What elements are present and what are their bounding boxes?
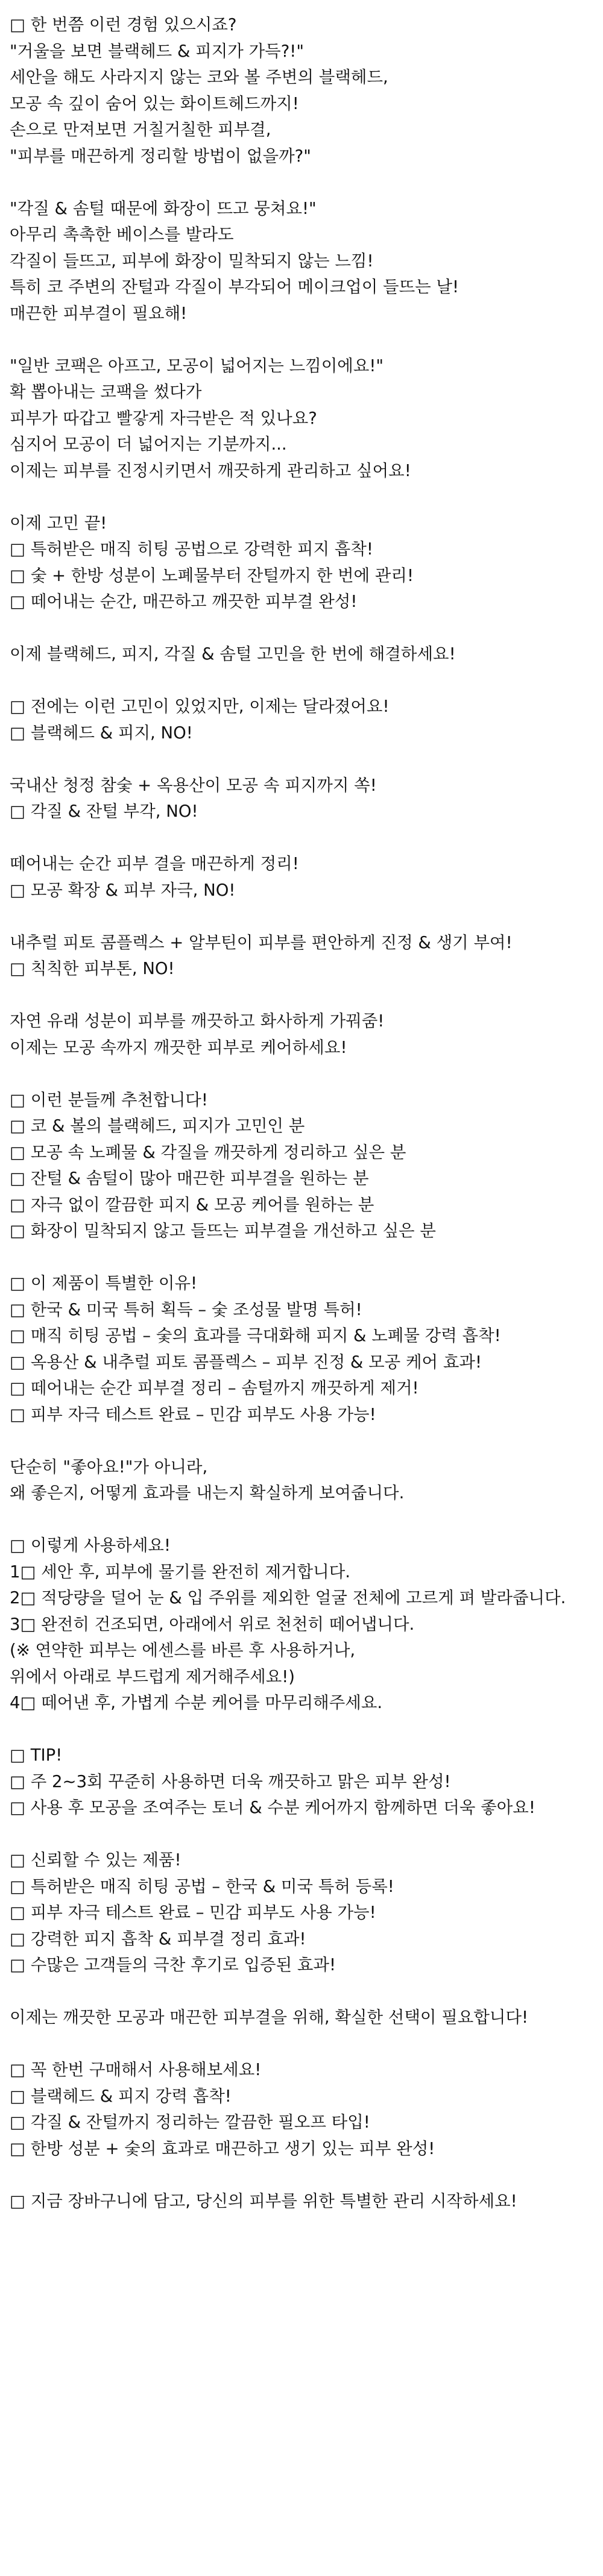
text-line: □ 강력한 피지 흡착 & 피부결 정리 효과!: [10, 1929, 306, 1949]
text-line: □ 수많은 고객들의 극찬 후기로 입증된 효과!: [10, 1955, 336, 1974]
paragraph-gap: [10, 903, 593, 930]
paragraph-gap: [10, 484, 593, 510]
text-line: 특히 코 주변의 잔털과 각질이 부각되어 메이크업이 들뜨는 날!: [10, 277, 459, 297]
text-line: □ 각질 & 잔털까지 정리하는 깔끔한 필오프 타입!: [10, 2113, 370, 2132]
text-line: 자연 유래 성분이 피부를 깨끗하고 화사하게 가꿔줌!: [10, 1011, 385, 1031]
text-line: □ 칙칙한 피부톤, NO!: [10, 959, 175, 978]
text-line: □ 한방 성분 + 숯의 효과로 매끈하고 생기 있는 피부 완성!: [10, 2138, 435, 2158]
text-line: 확 뽑아내는 코팩을 썼다가: [10, 382, 202, 401]
text-line: □ 신뢰할 수 있는 제품!: [10, 1850, 182, 1870]
text-line: □ 전에는 이런 고민이 있었지만, 이제는 달라졌어요!: [10, 697, 390, 716]
text-line: □ 사용 후 모공을 조여주는 토너 & 수분 케어까지 함께하면 더욱 좋아요!: [10, 1798, 535, 1817]
text-line: □ 한국 & 미국 특허 획득 – 숯 조성물 발명 특허!: [10, 1299, 362, 1319]
text-line: 국내산 청정 참숯 + 옥용산이 모공 속 피지까지 쏙!: [10, 775, 377, 795]
text-line: □ 특허받은 매직 히팅 공법으로 강력한 피지 흡착!: [10, 539, 373, 559]
text-line: 손으로 만져보면 거칠거칠한 피부결,: [10, 120, 271, 139]
text-line: 위에서 아래로 부드럽게 제거해주세요!): [10, 1667, 295, 1686]
text-line: □ 각질 & 잔털 부각, NO!: [10, 802, 198, 821]
text-line: □ 코 & 볼의 블랙헤드, 피지가 고민인 분: [10, 1116, 305, 1136]
text-line: 4□ 떼어낸 후, 가볍게 수분 케어를 마무리해주세요.: [10, 1693, 383, 1712]
text-line: (※ 연약한 피부는 에센스를 바른 후 사용하거나,: [10, 1641, 356, 1660]
paragraph-gap: [10, 1717, 593, 1743]
text-line: □ 이렇게 사용하세요!: [10, 1536, 171, 1555]
text-line: 3□ 완전히 건조되면, 아래에서 위로 천천히 떼어냅니다.: [10, 1614, 415, 1634]
text-line: □ 피부 자극 테스트 완료 – 민감 피부도 사용 가능!: [10, 1903, 376, 1922]
text-line: 아무리 촉촉한 베이스를 발라도: [10, 225, 234, 244]
text-line: 심지어 모공이 더 넓어지는 기분까지...: [10, 435, 287, 454]
text-line: 피부가 따갑고 빨갛게 자극받은 적 있나요?: [10, 408, 317, 428]
product-description: [10, 12, 593, 2214]
text-line: 각질이 들뜨고, 피부에 화장이 밀착되지 않는 느낌!: [10, 251, 374, 271]
paragraph-gap: [10, 1507, 593, 1533]
paragraph-gap: [10, 615, 593, 642]
text-line: 세안을 해도 사라지지 않는 코와 볼 주변의 블랙헤드,: [10, 68, 388, 87]
text-line: □ 매직 히팅 공법 – 숯의 효과를 극대화해 피지 & 노폐물 강력 흡착!: [10, 1326, 501, 1345]
text-line: 1□ 세안 후, 피부에 물기를 완전히 제거합니다.: [10, 1562, 351, 1582]
text-line: □ 블랙헤드 & 피지 강력 흡착!: [10, 2086, 232, 2106]
text-line: 왜 좋은지, 어떻게 효과를 내는지 확실하게 보여줍니다.: [10, 1483, 405, 1503]
text-line: 매끈한 피부결이 필요해!: [10, 303, 188, 323]
paragraph-gap: [10, 668, 593, 694]
paragraph-gap: [10, 169, 593, 196]
text-line: □ 화장이 밀착되지 않고 들뜨는 피부결을 개선하고 싶은 분: [10, 1221, 436, 1240]
text-line: □ 한 번쯤 이런 경험 있으시죠?: [10, 15, 237, 34]
paragraph-gap: [10, 1245, 593, 1271]
text-line: □ 이런 분들께 추천합니다!: [10, 1090, 208, 1110]
paragraph-gap: [10, 1428, 593, 1454]
text-line: □ 특허받은 매직 히팅 공법 – 한국 & 미국 특허 등록!: [10, 1876, 394, 1896]
text-line: □ 피부 자극 테스트 완료 – 민감 피부도 사용 가능!: [10, 1404, 376, 1424]
text-line: "거울을 보면 블랙헤드 & 피지가 가득?!": [10, 41, 304, 61]
text-line: 2□ 적당량을 덜어 눈 & 입 주위를 제외한 얼굴 전체에 고르게 펴 발라줍니다.: [10, 1588, 566, 1607]
paragraph-gap: [10, 1061, 593, 1087]
text-line: □ 자극 없이 깔끔한 피지 & 모공 케어를 원하는 분: [10, 1195, 374, 1214]
text-line: 내추럴 피토 콤플렉스 + 알부틴이 피부를 편안하게 진정 & 생기 부여!: [10, 932, 513, 952]
text-line: 떼어내는 순간 피부 결을 매끈하게 정리!: [10, 854, 299, 873]
text-line: □ 떼어내는 순간 피부결 정리 – 솜털까지 깨끗하게 제거!: [10, 1378, 419, 1398]
text-line: "일반 코팩은 아프고, 모공이 넓어지는 느낌이에요!": [10, 356, 384, 375]
paragraph-gap: [10, 982, 593, 1009]
text-line: □ 지금 장바구니에 담고, 당신의 피부를 위한 특별한 관리 시작하세요!: [10, 2191, 517, 2211]
text-line: □ 잔털 & 솜털이 많아 매끈한 피부결을 원하는 분: [10, 1169, 369, 1188]
paragraph-gap: [10, 1979, 593, 2005]
text-line: 이제 블랙헤드, 피지, 각질 & 솜털 고민을 한 번에 해결하세요!: [10, 644, 456, 664]
text-line: □ 블랙헤드 & 피지, NO!: [10, 723, 193, 743]
text-line: 이제는 피부를 진정시키면서 깨끗하게 관리하고 싶어요!: [10, 460, 411, 480]
text-line: 단순히 "좋아요!"가 아니라,: [10, 1457, 208, 1477]
text-line: □ 숯 + 한방 성분이 노폐물부터 잔털까지 한 번에 관리!: [10, 565, 414, 585]
paragraph-gap: [10, 746, 593, 773]
paragraph-gap: [10, 1821, 593, 1848]
text-line: □ 모공 속 노폐물 & 각질을 깨끗하게 정리하고 싶은 분: [10, 1142, 406, 1162]
text-line: 이제는 모공 속까지 깨끗한 피부로 케어하세요!: [10, 1037, 347, 1057]
text-line: "각질 & 솜털 때문에 화장이 뜨고 뭉쳐요!": [10, 198, 317, 218]
text-line: □ TIP!: [10, 1745, 63, 1765]
text-line: 모공 속 깊이 숨어 있는 화이트헤드까지!: [10, 93, 299, 113]
text-line: 이제 고민 끝!: [10, 513, 107, 533]
text-line: □ 떼어내는 순간, 매끈하고 깨끗한 피부결 완성!: [10, 592, 358, 611]
text-line: □ 옥용산 & 내추럴 피토 콤플렉스 – 피부 진정 & 모공 케어 효과!: [10, 1352, 482, 1372]
paragraph-gap: [10, 2162, 593, 2188]
text-line: "피부를 매끈하게 정리할 방법이 없을까?": [10, 146, 311, 166]
text-line: 이제는 깨끗한 모공과 매끈한 피부결을 위해, 확실한 선택이 필요합니다!: [10, 2008, 529, 2027]
text-line: □ 이 제품이 특별한 이유!: [10, 1274, 198, 1293]
paragraph-gap: [10, 2031, 593, 2058]
text-line: □ 모공 확장 & 피부 자극, NO!: [10, 880, 236, 900]
paragraph-gap: [10, 327, 593, 353]
paragraph-gap: [10, 825, 593, 852]
text-line: □ 꼭 한번 구매해서 사용해보세요!: [10, 2060, 262, 2079]
text-line: □ 주 2~3회 꾸준히 사용하면 더욱 깨끗하고 맑은 피부 완성!: [10, 1771, 451, 1791]
